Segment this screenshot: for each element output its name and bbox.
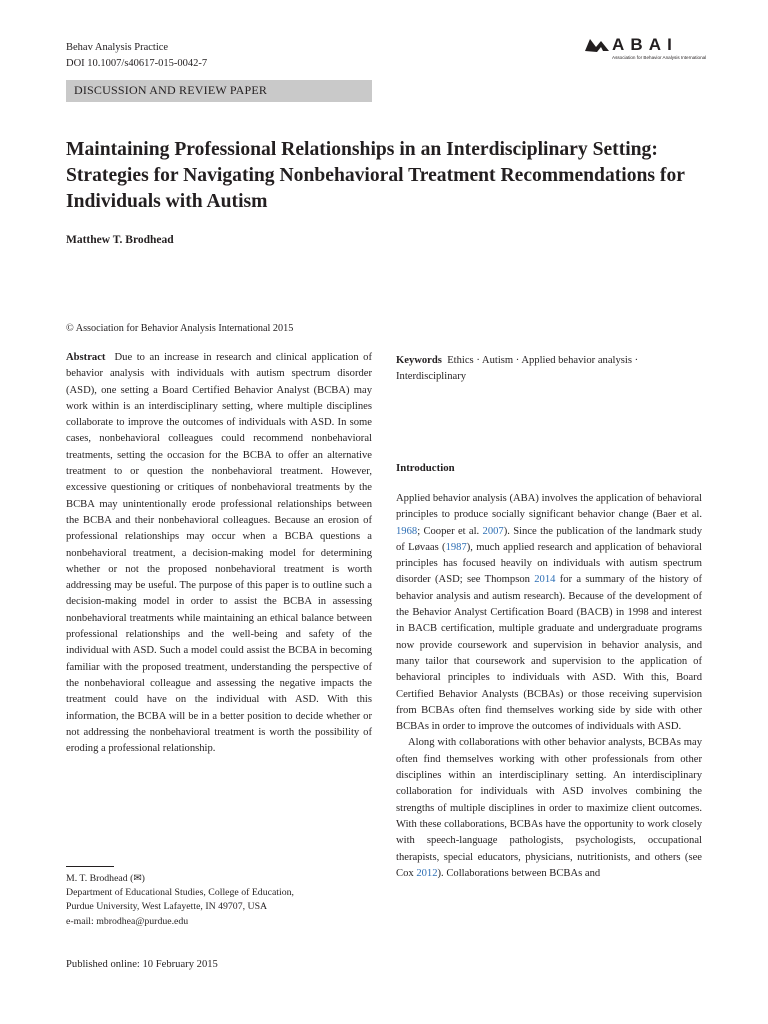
abai-mark-icon xyxy=(584,35,610,57)
abstract-label: Abstract xyxy=(66,352,106,363)
citation-link[interactable]: 2007 xyxy=(482,525,504,537)
text-run: for a summary of the history of behavior analysis and autism research). Because of the development of the Behavior Analyst Certification Board (BACB) in 1998 and interest in BACB certification, multiple graduate and undergraduate programs now provide coursework and supervision in behavior analysis, and many tailor that coursework and supervision to the application of behavioral principles to individuals with ASD. With this, Board Certified Behavior Analysts (BCBAs) or those receiving supervision from BCBAs often find themselves working side by side with other BCBAs in order to improve the outcomes of individuals with ASD. xyxy=(396,574,702,733)
doi-text: DOI 10.1007/s40617-015-0042-7 xyxy=(66,58,208,69)
journal-name: Behav Analysis Practice xyxy=(66,42,169,53)
keywords-text: Ethics · Autism · Applied behavior analysis · Interdisciplinary xyxy=(396,355,639,383)
abai-logo xyxy=(584,35,707,67)
corresponding-author: M. T. Brodhead (✉) xyxy=(66,873,145,884)
copyright-line: © Association for Behavior Analysis International 2015 xyxy=(66,323,294,334)
text-run: ). Since the publication of the landmark study of Løvaas ( xyxy=(396,525,702,553)
department: Department of Educational Studies, College of Education, xyxy=(66,887,294,899)
section-heading-introduction: Introduction xyxy=(396,462,455,474)
citation-link[interactable]: 1987 xyxy=(445,541,467,553)
paragraph-1 xyxy=(396,491,702,735)
introduction-body xyxy=(396,491,702,882)
logo-subtitle: Association for Behavior Analysis International xyxy=(612,55,707,60)
paper-type-banner xyxy=(66,80,372,102)
citation-link[interactable]: 2014 xyxy=(534,574,556,586)
author-affiliation xyxy=(66,872,294,929)
paragraph-2 xyxy=(396,735,702,882)
email-address[interactable]: e-mail: mbrodhea@purdue.edu xyxy=(66,915,189,927)
abstract-text: Due to an increase in research and clinical application of behavior analysis with individuals with autism spectrum disorder (ASD), one setting a Board Certified Behavior Analyst (BCBA) may work within is an interdisciplinary setting, where multiple disciplines collaborate to improve the outcomes of individuals with ASD. In some cases, nonbehavioral colleagues could recommend nonbehavioral treatments, setting the occasion for the BCBA to offer an alternative treatment to or question the nonbehavioral treatment. However, excessive questioning or critiques of nonbehavioral treatments by the BCBA may unintentionally erode professional relationships between the BCBA and their nonbehavioral colleagues. Because an erosion of professional relationships may occur when a BCBA questions a nonbehavioral treatment, a decision-making model for determining whether or not the proposed nonbehavioral treatment is worth addressing may be useful. The purpose of this paper is to outline such a decision-making model in order to assist the BCBA in assessing nonbehavioral treatments while maintaining an ethical balance between professional relationships and the well-being and safety of the individual with ASD. Such a model could assist the BCBA in becoming familiar with the proposed treatment, understanding the perspective of the nonbehavioral colleague and assessing the negative impacts the treatment could have on the individual with ASD. With this information, the BCBA will be in a better position to decide whether or not addressing the nonbehavioral treatment is worth the possibility of eroding a professional relationship. xyxy=(66,352,372,755)
citation-link[interactable]: 1968 xyxy=(396,525,418,537)
text-run: ), much applied research and application of behavioral principles has focused heavily on individuals with autism spectrum disorder (ASD; see Thompson xyxy=(396,541,702,586)
footnote-divider xyxy=(66,866,114,867)
abstract xyxy=(66,350,372,757)
journal-header xyxy=(66,40,207,72)
article-title: Maintaining Professional Relationships in an Interdisciplinary Setting: Strategies for Navigating Nonbehavioral Treatment Recommendations for Individuals with Autism xyxy=(66,139,685,212)
author-name: Matthew T. Brodhead xyxy=(66,234,174,246)
text-run: Applied behavior analysis (ABA) involves the application of behavioral principles to produce socially significant behavior change (Baer et al. xyxy=(396,493,702,521)
text-run: ; Cooper et al. xyxy=(417,525,483,537)
published-date: Published online: 10 February 2015 xyxy=(66,959,218,970)
paper-type-label: DISCUSSION AND REVIEW PAPER xyxy=(74,83,268,97)
text-run: Along with collaborations with other behavior analysts, BCBAs may often find themselves working with other professionals from other disciplines within an interdisciplinary setting. An interdisciplinary collaboration for individuals with ASD involves combining the strengths of multiple disciplines in order to maximize client outcomes. With these collaborations, BCBAs have the opportunity to work closely with speech-language pathologists, psychologists, occupational therapists, special educators, physicians, nutritionists, and others (see Cox xyxy=(396,737,702,879)
text-run: ). Collaborations between BCBAs and xyxy=(437,867,601,879)
citation-link[interactable]: 2012 xyxy=(416,867,438,879)
keywords xyxy=(396,353,702,386)
keywords-label: Keywords xyxy=(396,355,442,366)
university: Purdue University, West Lafayette, IN 49707, USA xyxy=(66,901,268,913)
logo-text: A B A I xyxy=(612,35,673,54)
